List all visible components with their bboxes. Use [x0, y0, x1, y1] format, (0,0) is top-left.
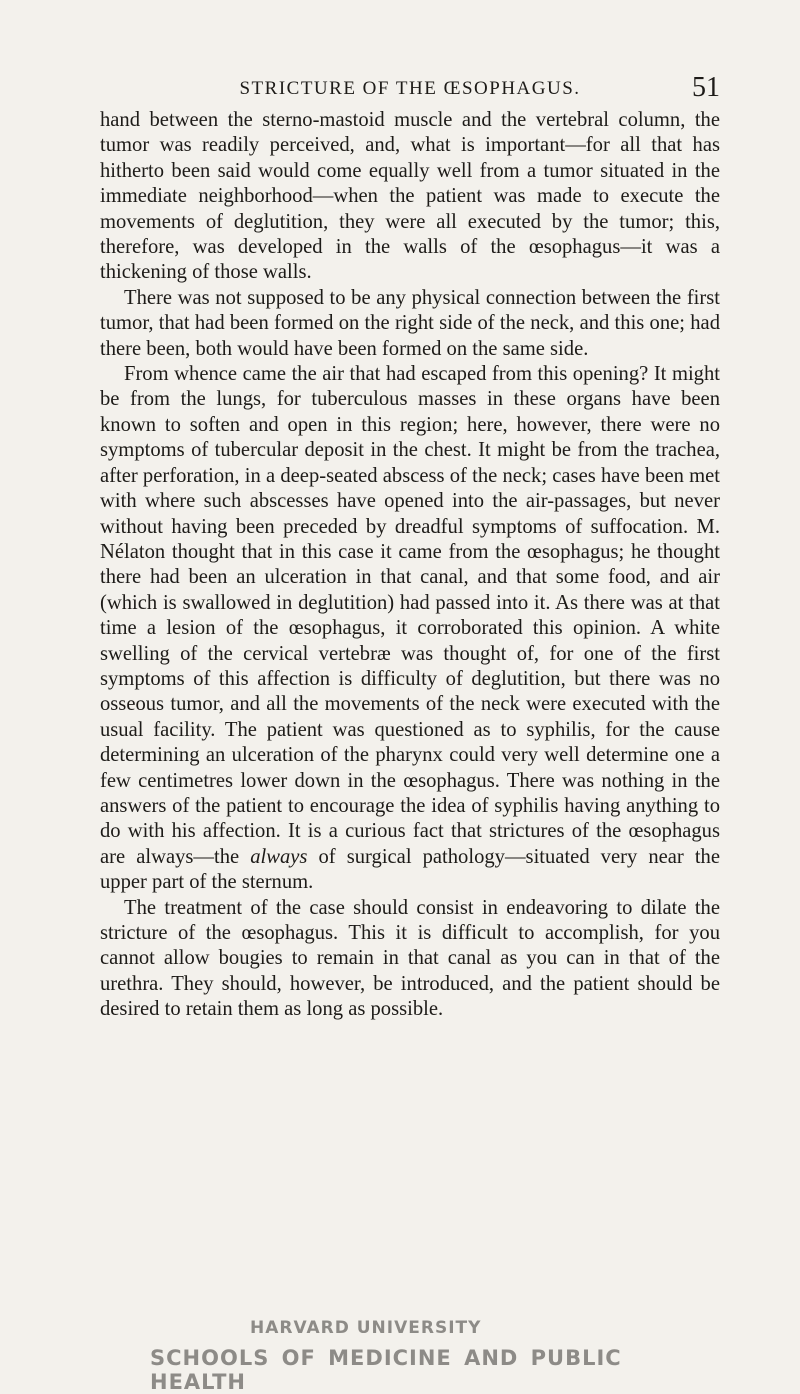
italic-emphasis: always [250, 845, 308, 868]
body-text [100, 108, 720, 1023]
stamp-line-2: SCHOOLS OF MEDICINE AND PUBLIC HEALTH [150, 1346, 622, 1394]
paragraph-3-head: From whence came the air that had escaped from this opening? It might be from the lungs, for tuberculous masses in these organs have been known to soften and open in this region; here, however, there were no symptoms of tubercular deposit in the chest. It might be from the trachea, after perforation, in a deep-seated abscess of the neck; cases have been met with where such abscesses have opened into the air-passages, but never without having been preceded by dreadful symptoms of suffocation. M. Nélaton thought that in this case it came from the œsophagus; he thought there had been an ulceration in that canal, and that some food, and air (which is swallowed in deglutition) had passed into it. As there was at that time a lesion of the œsophagus, it corroborated this opinion. A white swelling of the cervical vertebræ was thought of, for one of the first symptoms of this affection is difficulty of deglutition, but there was no osseous tumor, and all the movements of the neck were executed with the usual facility. The patient was questioned as to syphilis, for the cause determining an ulceration of the pharynx could very well determine one a few centimetres lower down in the œsophagus. There was nothing in the answers of the patient to encourage the idea of syphilis having anything to do with his affection. It is a curious fact that strictures of the œsophagus are always—the [100, 363, 720, 868]
page-header [100, 72, 720, 106]
page-number: 51 [692, 72, 720, 103]
library-stamp [150, 1318, 710, 1394]
paragraph-3 [100, 362, 720, 896]
stamp-line-1: HARVARD UNIVERSITY [250, 1318, 482, 1338]
paragraph-3-tail: of surgical pathology—situated very near the upper part of the sternum. [100, 845, 720, 894]
paragraph-2: There was not supposed to be any physical connection between the first tumor, that had been formed on the right side of the neck, and this one; had there been, both would have been formed on the same side. [100, 286, 720, 360]
running-title: STRICTURE OF THE ŒSOPHAGUS. [239, 78, 581, 99]
paragraph-4: The treatment of the case should consist in endeavoring to dilate the stricture of the œsophagus. This it is difficult to accomplish, for you cannot allow bougies to remain in that canal as you can in that of the urethra. They should, however, be introduced, and the patient should be desired to retain them as long as possible. [100, 896, 720, 1021]
paragraph-1: hand between the sterno-mastoid muscle and the vertebral column, the tumor was readily perceived, and, what is important—for all that has hitherto been said would come equally well from a tumor situated in the immediate neighborhood—when the patient was made to execute the movements of deglutition, they were all executed by the tumor; this, therefore, was developed in the walls of the œsophagus—it was a thickening of those walls. [100, 109, 720, 284]
